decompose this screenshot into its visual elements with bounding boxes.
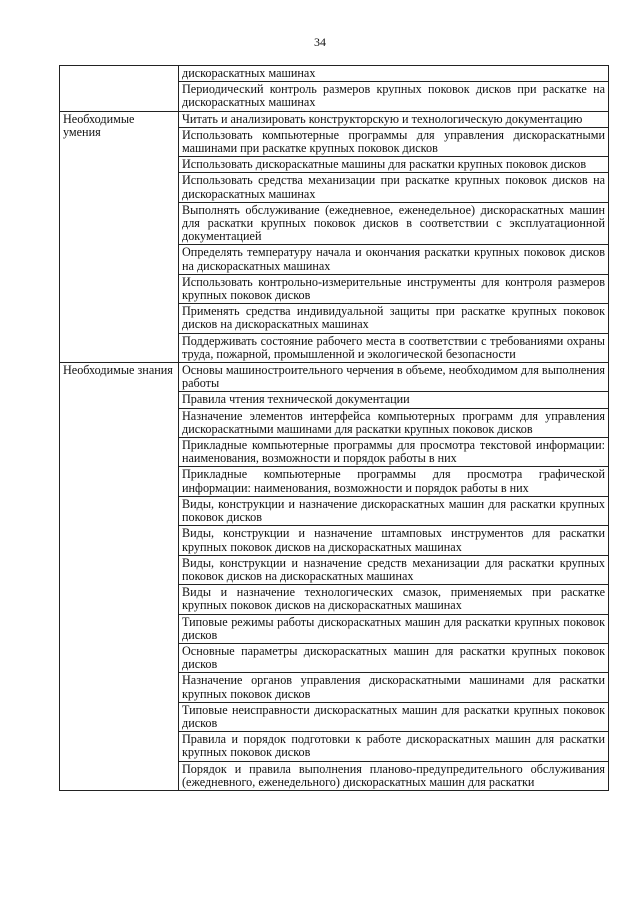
- table-cell: Применять средства индивидуальной защиты при раскатке крупных поковок дисков на дискораскатных машинах: [179, 304, 609, 333]
- table-cell: Типовые режимы работы дискораскатных машин для раскатки крупных поковок дисков: [179, 614, 609, 643]
- table-cell: Прикладные компьютерные программы для просмотра текстовой информации: наименования, возможности и порядок работы в них: [179, 438, 609, 467]
- table-cell: Использовать средства механизации при раскатке крупных поковок дисков на дискораскатных машинах: [179, 173, 609, 202]
- table-cell: Виды, конструкции и назначение дискораскатных машин для раскатки крупных поковок дисков: [179, 496, 609, 525]
- table-cell: Выполнять обслуживание (ежедневное, еженедельное) дискораскатных машин для раскатки крупных поковок дисков в соответствии с эксплуатационной документацией: [179, 202, 609, 245]
- knowledge-label: Необходимые знания: [60, 363, 179, 791]
- table-cell: Поддерживать состояние рабочего места в соответствии с требованиями охраны труда, пожарной, промышленной и экологической безопасности: [179, 333, 609, 362]
- table-cell: Типовые неисправности дискораскатных машин для раскатки крупных поковок дисков: [179, 702, 609, 731]
- table-cell: Правила чтения технической документации: [179, 392, 609, 408]
- table-cell: Порядок и правила выполнения планово-предупредительного обслуживания (ежедневного, еженедельного) дискораскатных машин для раскатки: [179, 761, 609, 790]
- table-cell: Читать и анализировать конструкторскую и технологическую документацию: [179, 111, 609, 127]
- table-row: [60, 363, 609, 392]
- table-cell: дискораскатных машинах: [179, 66, 609, 82]
- continuation-label-cell: [60, 66, 179, 112]
- table-cell: Назначение элементов интерфейса компьютерных программ для управления дискораскатными машинами для раскатки крупных поковок дисков: [179, 408, 609, 437]
- table-cell: Виды и назначение технологических смазок, применяемых при раскатке крупных поковок дисков на дискораскатных машинах: [179, 585, 609, 614]
- table-cell: Назначение органов управления дискораскатными машинами для раскатки крупных поковок дисков: [179, 673, 609, 702]
- requirements-table: [59, 65, 609, 791]
- table-row: [60, 111, 609, 127]
- skills-label: Необходимые умения: [60, 111, 179, 362]
- table-cell: Основные параметры дискораскатных машин для раскатки крупных поковок дисков: [179, 643, 609, 672]
- table-cell: Периодический контроль размеров крупных поковок дисков при раскатке на дискораскатных машинах: [179, 82, 609, 111]
- table-cell: Правила и порядок подготовки к работе дискораскатных машин для раскатки крупных поковок дисков: [179, 732, 609, 761]
- table-cell: Виды, конструкции и назначение средств механизации для раскатки крупных поковок дисков на дискораскатных машинах: [179, 555, 609, 584]
- table-cell: Определять температуру начала и окончания раскатки крупных поковок дисков на дискораскатных машинах: [179, 245, 609, 274]
- table-row: [60, 66, 609, 82]
- table-cell: Виды, конструкции и назначение штамповых инструментов для раскатки крупных поковок дисков на дискораскатных машинах: [179, 526, 609, 555]
- table-cell: Использовать компьютерные программы для управления дискораскатными машинами при раскатке крупных поковок дисков: [179, 127, 609, 156]
- table-cell: Основы машиностроительного черчения в объеме, необходимом для выполнения работы: [179, 363, 609, 392]
- table-cell: Прикладные компьютерные программы для просмотра графической информации: наименования, возможности и порядок работы в них: [179, 467, 609, 496]
- table-cell: Использовать контрольно-измерительные инструменты для контроля размеров крупных поковок дисков: [179, 274, 609, 303]
- table-cell: Использовать дискораскатные машины для раскатки крупных поковок дисков: [179, 157, 609, 173]
- page-number: 34: [314, 35, 326, 49]
